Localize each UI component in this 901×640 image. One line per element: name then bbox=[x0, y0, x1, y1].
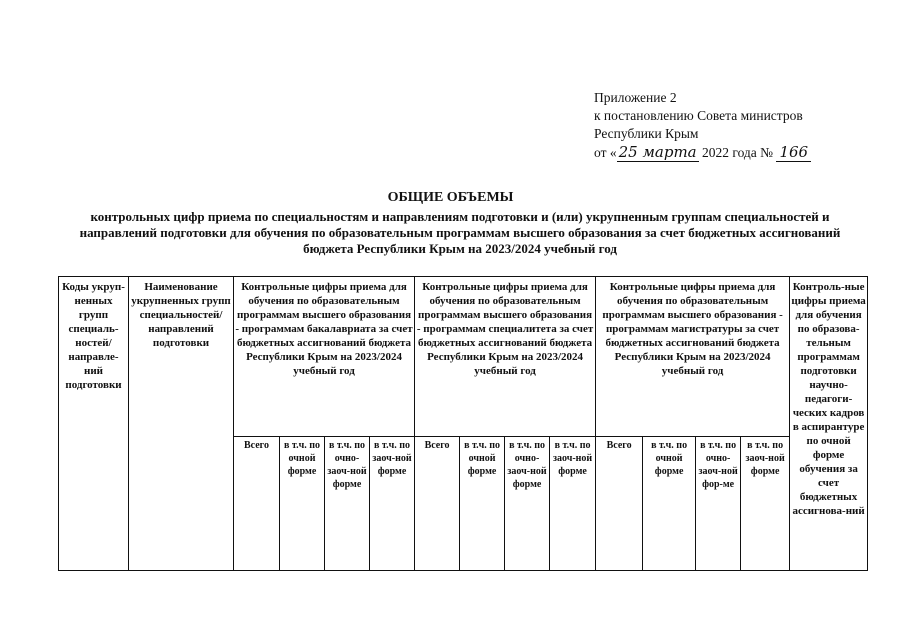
document-subtitle: контрольных цифр приема по специальностям и направлениям подготовки и (или) укрупненным группам специальностей и направлений подготовки для обучения по образовательным программам высшего образования за счет бюджетных ассигнований бюджета Республики Крым на 2023/2024 учебный год bbox=[79, 209, 841, 256]
master-parttime: в т.ч. по очно-заоч-ной фор-ме bbox=[696, 437, 741, 571]
bachelor-parttime: в т.ч. по очно-заоч-ной форме bbox=[325, 437, 370, 571]
admission-table bbox=[58, 276, 867, 570]
bachelor-total: Всего bbox=[234, 437, 280, 571]
master-total: Всего bbox=[596, 437, 643, 571]
annex-republic: Республики Крым bbox=[594, 126, 699, 141]
specialist-extramural: в т.ч. по заоч-ной форме bbox=[550, 437, 596, 571]
annex-decree: к постановлению Совета министров bbox=[594, 108, 803, 123]
date-suffix: 2022 года № bbox=[698, 145, 774, 160]
annex-block bbox=[594, 89, 811, 162]
header-specialist: Контрольные цифры приема для обучения по образовательным программам высшего образования - программам специалитета за счет бюджетных ассигнований бюджета Республики Крым на 2023/2024 учебный год bbox=[415, 277, 596, 437]
specialist-parttime: в т.ч. по очно-заоч-ной форме bbox=[505, 437, 550, 571]
header-master: Контрольные цифры приема для обучения по образовательным программам высшего образования - программам магистратуры за счет бюджетных ассигнований бюджета Республики Крым на 2023/2024 учебный год bbox=[596, 277, 790, 437]
specialist-fulltime: в т.ч. по очной форме bbox=[460, 437, 505, 571]
handwritten-date: 25 марта bbox=[618, 143, 697, 161]
bachelor-extramural: в т.ч. по заоч-ной форме bbox=[370, 437, 415, 571]
header-postgraduate: Контроль-ные цифры приема для обучения по образова-тельным программам подготовки научно-педагоги-ческих кадров в аспирантуре по очной форме обучения за счет бюджетных ассигнова-ний bbox=[790, 277, 868, 571]
handwritten-number: 166 bbox=[776, 143, 811, 162]
document-title: ОБЩИЕ ОБЪЕМЫ bbox=[387, 190, 514, 205]
specialist-total: Всего bbox=[415, 437, 460, 571]
date-prefix: от « bbox=[594, 145, 617, 160]
header-bachelor: Контрольные цифры приема для обучения по образовательным программам высшего образования - программам бакалавриата за счет бюджетных ассигнований бюджета Республики Крым на 2023/2024 учебный год bbox=[234, 277, 415, 437]
bachelor-fulltime: в т.ч. по очной форме bbox=[280, 437, 325, 571]
master-fulltime: в т.ч. по очной форме bbox=[643, 437, 696, 571]
annex-date-line bbox=[594, 143, 811, 162]
header-codes: Коды укруп-ненных групп специаль-ностей/ направле-ний подготовки bbox=[59, 277, 129, 571]
header-names: Наименование укрупненных групп специальностей/ направлений подготовки bbox=[129, 277, 234, 571]
master-extramural: в т.ч. по заоч-ной форме bbox=[741, 437, 790, 571]
annex-title: Приложение 2 bbox=[594, 90, 677, 105]
